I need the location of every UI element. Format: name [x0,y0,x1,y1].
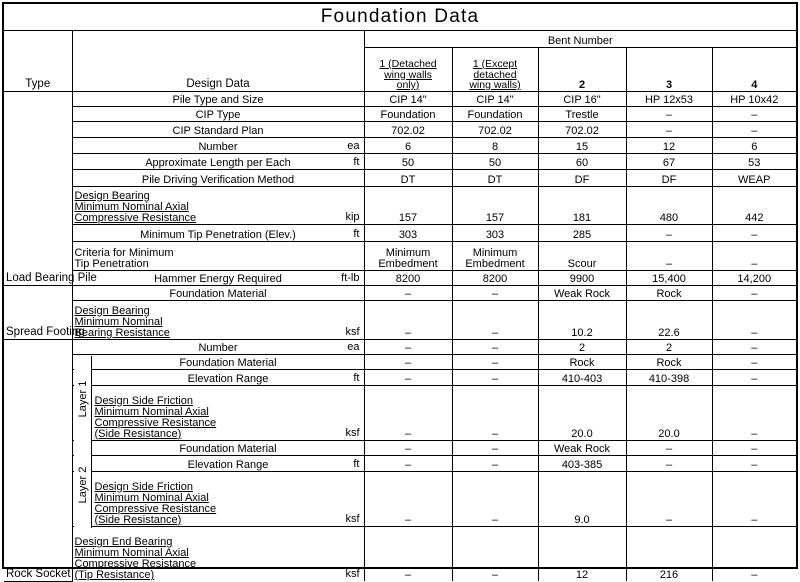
unit-label: ksf [345,325,360,338]
value-cell: – [452,526,538,581]
design-data-pile_type [72,91,364,106]
value-cell: DT [452,169,538,186]
value-line: – [665,257,673,270]
design-data-sf_bearing [72,300,364,339]
value-cell: 53 [712,153,796,169]
label-line: Minimum Nominal Axial [74,200,189,213]
value-cell: 12 [538,526,626,581]
value-cell: – [364,526,452,581]
table-row [4,186,796,224]
table-row [4,106,796,121]
value-cell: 60 [538,153,626,169]
value-cell: 702.02 [452,121,538,137]
table-row [4,385,796,440]
value-cell: – [452,369,538,385]
value-cell: 15 [538,137,626,153]
label-text: Foundation Material [179,356,277,369]
value-cell: – [712,285,796,300]
label-text: Approximate Length per Each [145,156,291,169]
design-data-cip_plan [72,121,364,137]
bent-number-header: Bent Number [364,31,796,47]
value-cell: 303 [364,224,452,241]
label-line: Criteria for Minimum [74,246,174,259]
table-title: Foundation Data [4,4,796,31]
value-cell: – [364,471,452,526]
label-text: Number [198,341,238,354]
value-cell: 8200 [364,270,452,285]
design-data-l2_friction [72,471,364,526]
label-line: Tip Penetration [74,257,149,270]
header-row [4,31,796,47]
label-line: Design Side Friction [94,394,193,407]
value-cell: 410-403 [538,369,626,385]
value-cell: 157 [452,186,538,224]
value-cell [364,241,452,270]
value-cell: – [712,385,796,440]
value-cell: 50 [452,153,538,169]
value-cell: 9.0 [538,471,626,526]
table-row [4,153,796,169]
table-row [4,471,796,526]
bent-header-line: 1 (Except [472,58,518,70]
value-cell: 14,200 [712,270,796,285]
value-cell: 50 [364,153,452,169]
value-cell: HP 12x53 [626,91,712,106]
label-line: Design End Bearing [74,536,173,548]
table-row [4,91,796,106]
value-cell: – [626,121,712,137]
bent-header-line: 1 (Detached [379,58,437,70]
label-line: Compressive Resistance [74,211,197,224]
value-cell: 67 [626,153,712,169]
bent-header-line: detached [473,68,517,81]
unit-label: ea [347,139,360,152]
table-row [4,300,796,339]
value-cell: 6 [712,137,796,153]
label-line: Compressive Resistance [94,502,217,515]
label-text: Elevation Range [187,372,269,385]
label-text: Foundation Material [169,287,267,300]
value-cell: – [712,106,796,121]
value-cell: – [364,385,452,440]
value-cell: Rock [626,354,712,369]
table-row [4,241,796,270]
value-cell: Trestle [538,106,626,121]
unit-label: ft [353,155,360,168]
unit-label: ft [353,371,360,384]
value-cell [712,241,796,270]
foundation-data-table [4,31,796,582]
bent-header-line: wing walls [384,68,432,81]
label-line: (Side Resistance) [94,427,182,440]
value-cell: – [712,300,796,339]
value-cell: – [626,440,712,455]
group-spread-footing: Spread Footing [4,285,72,339]
table-row [4,270,796,285]
value-cell: 10.2 [538,300,626,339]
design-data-number [72,137,364,153]
value-cell: Foundation [364,106,452,121]
design-data-l1_elev [72,369,364,385]
value-cell: 15,400 [626,270,712,285]
label-text: CIP Standard Plan [172,124,264,137]
value-cell: 410-398 [626,369,712,385]
design-data-cip_type [72,106,364,121]
bent-header-line: 4 [751,78,758,91]
value-cell: – [364,354,452,369]
design-data-criteria [72,241,364,270]
value-cell: – [364,369,452,385]
value-cell: 480 [626,186,712,224]
value-cell: – [452,471,538,526]
design-data-header: Design Data [72,31,364,91]
bent-header-line: only) [396,79,420,91]
value-cell: 702.02 [364,121,452,137]
value-cell: – [364,285,452,300]
value-cell: – [712,471,796,526]
value-line: Scour [567,257,597,270]
bent-column-header [538,47,626,91]
unit-label: ksf [345,426,360,439]
table-row [4,339,796,354]
value-cell [452,241,538,270]
value-cell: – [452,385,538,440]
value-line: – [751,257,758,270]
value-cell: – [452,440,538,455]
label-text: Hammer Energy Required [154,272,282,285]
value-line: Minimum [472,246,518,259]
value-cell: – [712,339,796,354]
value-cell: 8 [452,137,538,153]
value-cell: DF [538,169,626,186]
unit-label: ksf [345,568,360,580]
value-cell: 6 [364,137,452,153]
table-row [4,369,796,385]
label-text: Pile Driving Verification Method [141,173,295,186]
table-row [4,169,796,186]
value-cell: Rock [538,354,626,369]
label-line: Minimum Nominal [74,315,163,328]
value-cell: – [364,440,452,455]
label-line: Minimum Nominal Axial [94,405,209,418]
layer-label: Layer 2 [76,466,89,504]
value-cell [538,241,626,270]
value-cell: 303 [452,224,538,241]
value-cell: 9900 [538,270,626,285]
label-text: Pile Type and Size [172,93,264,106]
layer-label: Layer 1 [76,380,89,418]
value-cell: Weak Rock [538,440,626,455]
bent-column-header [626,47,712,91]
value-cell: – [364,300,452,339]
label-text: Elevation Range [187,458,269,471]
label-text: Minimum Tip Penetration (Elev.) [140,228,296,241]
bent-header-line: wing walls) [469,79,521,91]
label-line: Bearing Resistance [74,326,170,339]
label-text: Number [198,140,238,153]
table-row [4,526,796,581]
design-data-l2_elev [72,455,364,471]
value-cell: CIP 16" [538,91,626,106]
value-cell: 2 [538,339,626,354]
unit-label: ft [353,227,360,240]
label-line: Compressive Resistance [94,416,217,429]
table-row [4,455,796,471]
value-cell: – [712,440,796,455]
unit-label: ksf [345,512,360,525]
value-cell: CIP 14" [364,91,452,106]
value-cell: 20.0 [626,385,712,440]
label-text: Foundation Material [179,442,277,455]
bent-column-header [452,47,538,91]
value-cell: 403-385 [538,455,626,471]
unit-label: ft-lb [341,271,360,284]
value-cell: – [364,339,452,354]
value-cell: Foundation [452,106,538,121]
foundation-data-sheet [2,2,798,581]
value-cell: – [712,526,796,581]
value-cell: HP 10x42 [712,91,796,106]
layer1-label-column [74,356,92,442]
value-cell: CIP 14" [452,91,538,106]
value-cell: WEAP [712,169,796,186]
table-row [4,224,796,241]
value-cell: – [364,455,452,471]
bent-header-line: 3 [665,78,673,91]
unit-label: ea [347,340,360,353]
value-line: Minimum [385,246,431,259]
value-cell: – [712,369,796,385]
label-line: Minimum Nominal Axial [94,491,209,504]
value-cell: – [712,354,796,369]
value-cell: 8200 [452,270,538,285]
value-cell: 2 [626,339,712,354]
value-cell: – [452,300,538,339]
table-row [4,121,796,137]
value-cell: – [626,106,712,121]
value-cell: – [452,354,538,369]
group-rock-socket: Rock Socket [4,339,72,581]
value-cell: 285 [538,224,626,241]
label-line: Design Side Friction [94,480,193,493]
value-cell: 157 [364,186,452,224]
value-cell: – [712,224,796,241]
value-cell: 442 [712,186,796,224]
table-row [4,354,796,369]
bent-column-header [712,47,796,91]
value-cell: 20.0 [538,385,626,440]
value-cell: 22.6 [626,300,712,339]
value-cell: – [452,455,538,471]
value-cell: – [626,224,712,241]
value-cell: DF [626,169,712,186]
label-line: Compressive Resistance [74,558,197,570]
bent-column-header [364,47,452,91]
value-line: Embedment [378,257,438,270]
value-cell: – [712,455,796,471]
value-cell: 181 [538,186,626,224]
value-cell: DT [364,169,452,186]
design-data-l1_material [72,354,364,369]
table-row [4,137,796,153]
table-row [4,440,796,455]
design-data-l1_friction [72,385,364,440]
design-data-end_bearing [72,526,364,581]
unit-label: kip [345,210,360,223]
design-data-hammer [72,270,364,285]
layer2-label-column [74,442,92,528]
label-line: Design Bearing [74,189,150,202]
value-cell: 702.02 [538,121,626,137]
label-line: Minimum Nominal Axial [74,547,189,559]
value-line: Embedment [465,257,525,270]
value-cell: Rock [626,285,712,300]
label-text: CIP Type [195,108,241,121]
value-cell [626,241,712,270]
value-cell: – [712,121,796,137]
design-data-length [72,153,364,169]
value-cell: – [626,455,712,471]
design-data-sf_material [72,285,364,300]
group-load-bearing-pile: Load Bearing Pile [4,91,72,285]
bent-header-line: 2 [578,78,586,91]
value-cell: 216 [626,526,712,581]
label-line: Design Bearing [74,304,150,317]
table-row [4,285,796,300]
unit-label: ft [353,457,360,470]
design-data-rs_number [72,339,364,354]
value-cell: – [452,285,538,300]
design-data-l2_material [72,440,364,455]
value-cell: 12 [626,137,712,153]
design-data-tip [72,224,364,241]
design-data-bearing [72,186,364,224]
type-header: Type [4,31,72,91]
value-cell: – [452,339,538,354]
label-line: (Tip Resistance) [74,569,155,581]
label-line: (Side Resistance) [94,513,182,526]
value-cell: – [626,471,712,526]
design-data-verification [72,169,364,186]
value-cell: Weak Rock [538,285,626,300]
